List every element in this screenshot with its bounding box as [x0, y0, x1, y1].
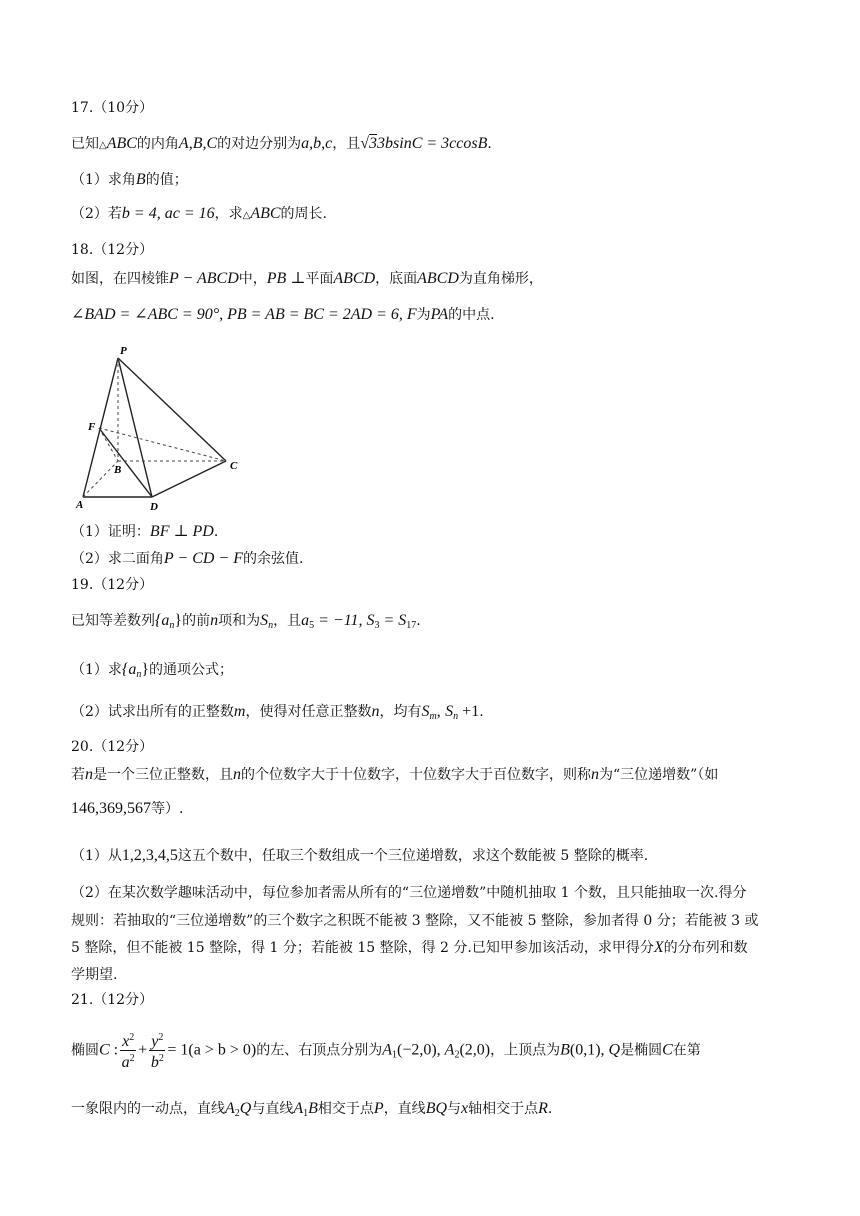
- q20-part1: （1）从1,2,3,4,5这五个数中，任取三个数组成一个三位递增数，求这个数能被 5 整除的概率.: [71, 847, 649, 864]
- label-P: P: [120, 345, 127, 357]
- q17-header: 17.（10分）: [71, 100, 154, 116]
- q20-part2-line1: （2）在某次数学趣味活动中，每位参加者需从所有的“三位递增数”中随机抽取 1 个数，且只能抽取一次.得分: [71, 885, 747, 901]
- q18-part1: （1）证明：BF ⊥ PD.: [71, 523, 219, 540]
- q17-part1: （1）求角B的值；: [71, 171, 188, 188]
- fraction-y2-b2: $\frac{y^2}{b^2}$: [150, 1032, 164, 1071]
- q20-stem-line2: 146,369,567等）.: [71, 800, 184, 817]
- q20-header: 20.（12分）: [71, 739, 154, 755]
- pyramid-figure: [70, 340, 250, 515]
- q18-stem-line2: ∠BAD = ∠ABC = 90°, PB = AB = BC = 2AD = 6, F为PA的中点.: [71, 306, 495, 323]
- q19-header: 19.（12分）: [71, 577, 154, 593]
- label-C: C: [230, 460, 238, 472]
- label-F: F: [88, 421, 96, 433]
- q18-stem-line1: 如图，在四棱锥P − ABCD中，PB ⊥平面ABCD，底面ABCD为直角梯形，: [71, 270, 543, 287]
- q19-part1: （1）求$\{a_n\}$的通项公式；: [71, 661, 234, 680]
- q18-header: 18.（12分）: [71, 242, 154, 258]
- label-A: A: [76, 499, 84, 511]
- q20-part2-line3: 5 整除，但不能被 15 整除，得 1 分；若能被 15 整除，得 2 分.已知甲参加该活动，求甲得分X的分布列和数: [71, 939, 748, 956]
- sqrt-symbol: √: [360, 135, 370, 152]
- q18-part2: （2）求二面角P − CD − F的余弦值.: [71, 550, 304, 567]
- label-D: D: [150, 501, 158, 513]
- q20-stem-line1: 若n是一个三位正整数，且n的个位数字大于十位数字，十位数字大于百位数字，则称n为“三位递增数”（如: [71, 766, 719, 783]
- q17-stem: 已知△ABC的内角A,B,C的对边分别为a,b,c，且√33bsinC = 3ccosB.: [71, 135, 492, 152]
- q20-part2-line2: 规则：若抽取的“三位递增数”的三个数字之积既不能被 3 整除，又不能被 5 整除，参加者得 0 分；若能被 3 或: [71, 913, 759, 929]
- q21-stem-line1: 椭圆C : $\frac{x^2}{a^2}$ + $\frac{y^2}{b^2}$ = 1(a > b > 0)的左、右顶点分别为$A_1(-2,0)$, $A_2(2,0)$，上顶点为B(0,1), Q是椭圆C在第: [71, 1032, 701, 1071]
- q17-part2: （2）若b = 4, ac = 16，求△ABC的周长.: [71, 205, 327, 222]
- label-B: B: [114, 464, 122, 476]
- q19-part2: （2）试求出所有的正整数m，使得对任意正整数n，均有$S_m$, $S_n +1$.: [71, 703, 484, 722]
- q21-header: 21.（12分）: [71, 992, 154, 1008]
- fraction-x2-a2: $\frac{x^2}{a^2}$: [121, 1032, 135, 1071]
- q21-stem-line2: 一象限内的一动点，直线$A_2Q$与直线$A_1B$相交于点P，直线BQ与x轴相交于点R.: [71, 1100, 553, 1119]
- q19-stem: 已知等差数列$\{a_n\}$的前n项和为$S_n$，且$a_5 = -11$, $S_3 = S_{17}$.: [71, 612, 421, 631]
- q20-part2-line4: 学期望.: [71, 967, 118, 983]
